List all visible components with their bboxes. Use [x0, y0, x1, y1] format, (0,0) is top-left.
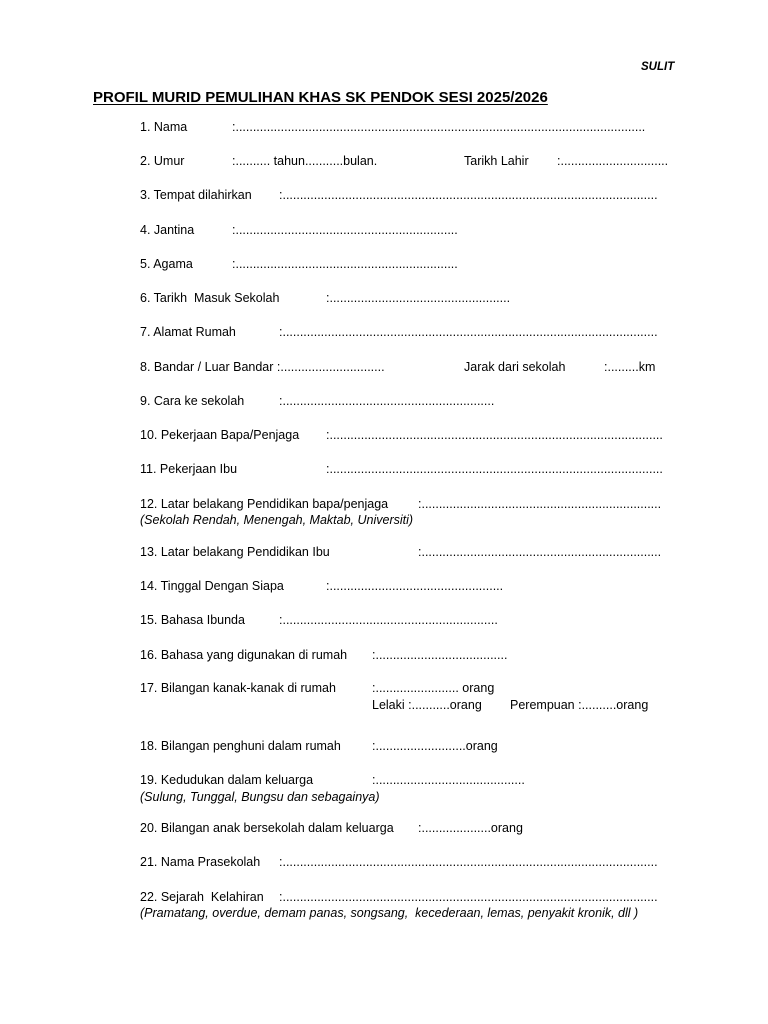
field-14-label: 14. Tinggal Dengan Siapa	[140, 579, 284, 593]
field-15-label: 15. Bahasa Ibunda	[140, 613, 245, 627]
field-16-blank[interactable]: :......................................	[372, 648, 508, 662]
field-9-label: 9. Cara ke sekolah	[140, 394, 245, 408]
field-2-label: 2. Umur	[140, 154, 185, 168]
field-1-blank[interactable]: :......................................................................................................................	[232, 120, 646, 134]
field-9-blank[interactable]: :.............................................................	[279, 394, 495, 408]
field-8b-label: Jarak dari sekolah	[464, 360, 566, 374]
field-4-label: 4. Jantina	[140, 223, 195, 237]
field-21-label: 21. Nama Prasekolah	[140, 855, 261, 869]
field-10-label: 10. Pekerjaan Bapa/Penjaga	[140, 428, 300, 442]
field-7-label: 7. Alamat Rumah	[140, 325, 236, 339]
field-20-blank[interactable]: :....................orang	[418, 821, 523, 835]
field-5-label: 5. Agama	[140, 257, 193, 271]
field-12-note: (Sekolah Rendah, Menengah, Maktab, Universiti)	[140, 513, 414, 527]
field-15-blank[interactable]: :..............................................................	[279, 613, 498, 627]
field-17-label: 17. Bilangan kanak-kanak di rumah	[140, 681, 336, 695]
field-17-blank[interactable]: :........................ orang	[372, 681, 495, 695]
field-13-blank[interactable]: :.....................................................................	[418, 545, 662, 559]
field-20-label: 20. Bilangan anak bersekolah dalam keluarga	[140, 821, 394, 835]
field-16-label: 16. Bahasa yang digunakan di rumah	[140, 648, 348, 662]
field-4-blank[interactable]: :................................................................	[232, 223, 458, 237]
field-2b-label: Tarikh Lahir	[464, 154, 529, 168]
field-12-label: 12. Latar belakang Pendidikan bapa/penjaga	[140, 497, 389, 511]
classification-label: SULIT	[641, 61, 675, 73]
field-19-note: (Sulung, Tunggal, Bungsu dan sebagainya)	[140, 790, 380, 804]
field-17-lelaki-blank[interactable]: Lelaki :...........orang	[372, 698, 482, 712]
field-22-blank[interactable]: :............................................................................................................	[279, 890, 658, 904]
field-6-label: 6. Tarikh Masuk Sekolah	[140, 291, 280, 305]
field-10-blank[interactable]: :................................................................................................	[326, 428, 663, 442]
field-12-blank[interactable]: :.....................................................................	[418, 497, 662, 511]
field-8b-blank[interactable]: :.........km	[604, 360, 656, 374]
field-22-label: 22. Sejarah Kelahiran	[140, 890, 264, 904]
field-19-label: 19. Kedudukan dalam keluarga	[140, 773, 314, 787]
field-17-perempuan-blank[interactable]: Perempuan :..........orang	[510, 698, 649, 712]
field-5-blank[interactable]: :................................................................	[232, 257, 458, 271]
field-8-label: 8. Bandar / Luar Bandar :..............................	[140, 360, 385, 374]
field-11-blank[interactable]: :................................................................................................	[326, 462, 663, 476]
field-1-label: 1. Nama	[140, 120, 188, 134]
field-13-label: 13. Latar belakang Pendidikan Ibu	[140, 545, 330, 559]
field-21-blank[interactable]: :............................................................................................................	[279, 855, 658, 869]
field-6-blank[interactable]: :....................................................	[326, 291, 511, 305]
page-title: PROFIL MURID PEMULIHAN KHAS SK PENDOK SESI 2025/2026	[93, 89, 548, 106]
field-11-label: 11. Pekerjaan Ibu	[140, 462, 238, 476]
field-2-blank[interactable]: :.......... tahun...........bulan.	[232, 154, 378, 168]
field-7-blank[interactable]: :............................................................................................................	[279, 325, 658, 339]
field-3-label: 3. Tempat dilahirkan	[140, 188, 252, 202]
field-18-blank[interactable]: :..........................orang	[372, 739, 498, 753]
field-2b-blank[interactable]: :...............................	[557, 154, 669, 168]
field-18-label: 18. Bilangan penghuni dalam rumah	[140, 739, 341, 753]
field-19-blank[interactable]: :...........................................	[372, 773, 525, 787]
field-22-note: (Pramatang, overdue, demam panas, songsang, kecederaan, lemas, penyakit kronik, dll )	[140, 906, 639, 920]
field-14-blank[interactable]: :..................................................	[326, 579, 504, 593]
field-3-blank[interactable]: :............................................................................................................	[279, 188, 658, 202]
